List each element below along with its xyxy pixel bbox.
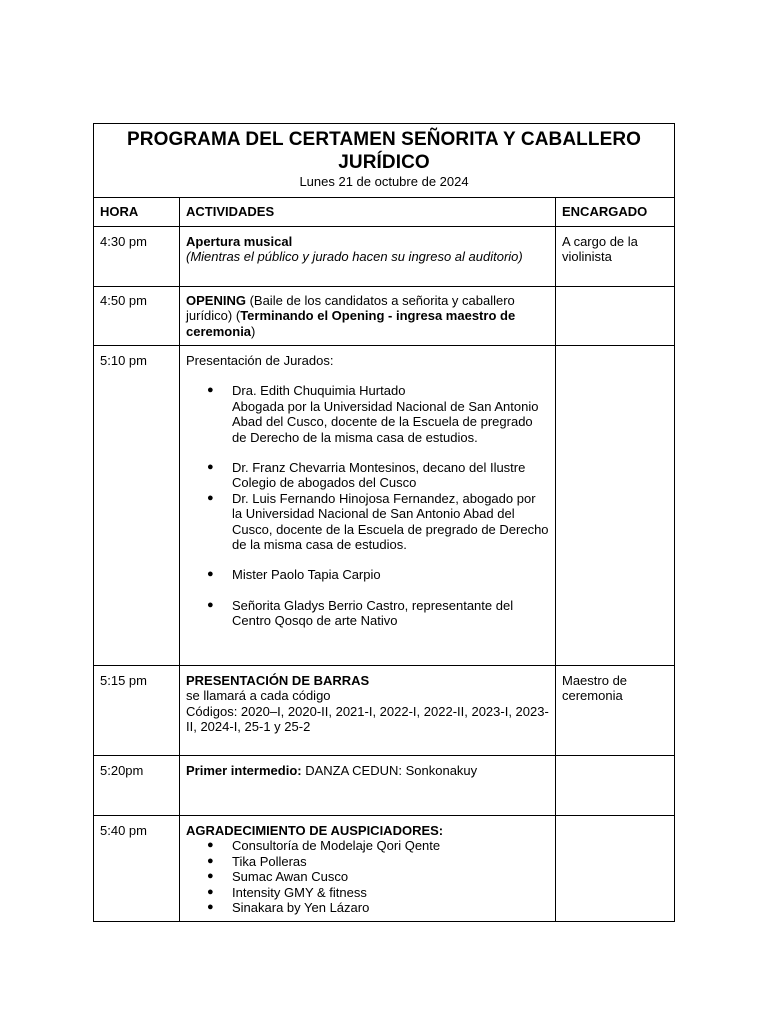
row-activity: [180, 287, 556, 346]
list-item: ● Intensity GMY & fitness: [232, 885, 549, 900]
row-activity: [180, 666, 556, 756]
row-owner: [556, 756, 675, 816]
title-row: [94, 124, 675, 198]
activity-text-end: ): [251, 323, 256, 339]
document-title: PROGRAMA DEL CERTAMEN SEÑORITA Y CABALLERO JURÍDICO: [126, 129, 642, 173]
list-item: ● Tika Polleras: [232, 854, 549, 869]
list-item: ● Señorita Gladys Berrio Castro, representante del Centro Qosqo de arte Nativo: [232, 598, 549, 629]
row-activity: [180, 756, 556, 816]
row-time: 4:30 pm: [94, 227, 180, 287]
row-time: 5:20pm: [94, 756, 180, 816]
activity-text: (Baile de los candidatos a señorita y caballero jurídico) (: [186, 293, 515, 324]
schedule-row: [94, 346, 675, 666]
activity-note: (Mientras el público y jurado hacen su ingreso al auditorio): [186, 249, 523, 265]
schedule-row: [94, 816, 675, 922]
activity-title: PRESENTACIÓN DE BARRAS: [186, 673, 370, 688]
row-time: 5:15 pm: [94, 666, 180, 756]
activity-codes: Códigos: 2020–I, 2020-II, 2021-I, 2022-I, 2022-II, 2023-I, 2023-II, 2024-I, 25-1 y 25-2: [186, 703, 549, 735]
row-owner: [556, 287, 675, 346]
document-date: Lunes 21 de octubre de 2024: [299, 174, 469, 189]
row-owner: Maestro de ceremonia: [556, 666, 675, 756]
row-owner: [556, 346, 675, 666]
activity-line: se llamará a cada código: [186, 688, 331, 704]
list-item: ● Sumac Awan Cusco: [232, 869, 549, 884]
jurors-intro: Presentación de Jurados:: [186, 353, 334, 368]
juror-name: Dra. Edith Chuquimia Hurtado: [232, 383, 406, 399]
row-time: 5:40 pm: [94, 816, 180, 922]
juror-description: Abogada por la Universidad Nacional de San Antonio Abad del Cusco, docente de la Escuela de pregrado de Derecho de la misma casa de estudios.: [232, 398, 539, 445]
column-header-hora: HORA: [94, 198, 180, 227]
activity-title: Apertura musical: [186, 234, 293, 249]
schedule-row: [94, 756, 675, 816]
row-time: 5:10 pm: [94, 346, 180, 666]
header-row: [94, 198, 675, 227]
row-owner: A cargo de la violinista: [556, 227, 675, 287]
jurors-list: [186, 383, 549, 628]
schedule-row: [94, 666, 675, 756]
list-item: ● Sinakara by Yen Lázaro: [232, 900, 549, 915]
activity-title: Primer intermedio:: [186, 763, 302, 778]
row-activity: [180, 227, 556, 287]
column-header-actividades: ACTIVIDADES: [180, 198, 556, 227]
activity-text: DANZA CEDUN: Sonkonakuy: [301, 763, 478, 778]
program-table: [93, 123, 675, 922]
title-cell: [94, 124, 675, 198]
list-item: ● Mister Paolo Tapia Carpio: [232, 567, 549, 582]
row-time: 4:50 pm: [94, 287, 180, 346]
list-item: ● Dr. Franz Chevarria Montesinos, decano del Ilustre Colegio de abogados del Cusco: [232, 460, 549, 491]
column-header-encargado: ENCARGADO: [556, 198, 675, 227]
activity-title: AGRADECIMIENTO DE AUSPICIADORES:: [186, 823, 444, 838]
row-activity: [180, 346, 556, 666]
list-item: ● Consultoría de Modelaje Qori Qente: [232, 838, 549, 853]
schedule-row: [94, 287, 675, 346]
activity-emphasis: Terminando el Opening - ingresa maestro de ceremonia: [186, 308, 516, 339]
sponsors-list: [186, 838, 549, 915]
activity-title: OPENING: [186, 293, 246, 308]
schedule-row: [94, 227, 675, 287]
row-owner: [556, 816, 675, 922]
row-activity: [180, 816, 556, 922]
list-item: ● Dr. Luis Fernando Hinojosa Fernandez, abogado por la Universidad Nacional de San Antonio Abad del Cusco, docente de la Escuela de pregrado de Derecho de la misma casa de estudios.: [232, 491, 549, 553]
list-item: [232, 383, 549, 445]
